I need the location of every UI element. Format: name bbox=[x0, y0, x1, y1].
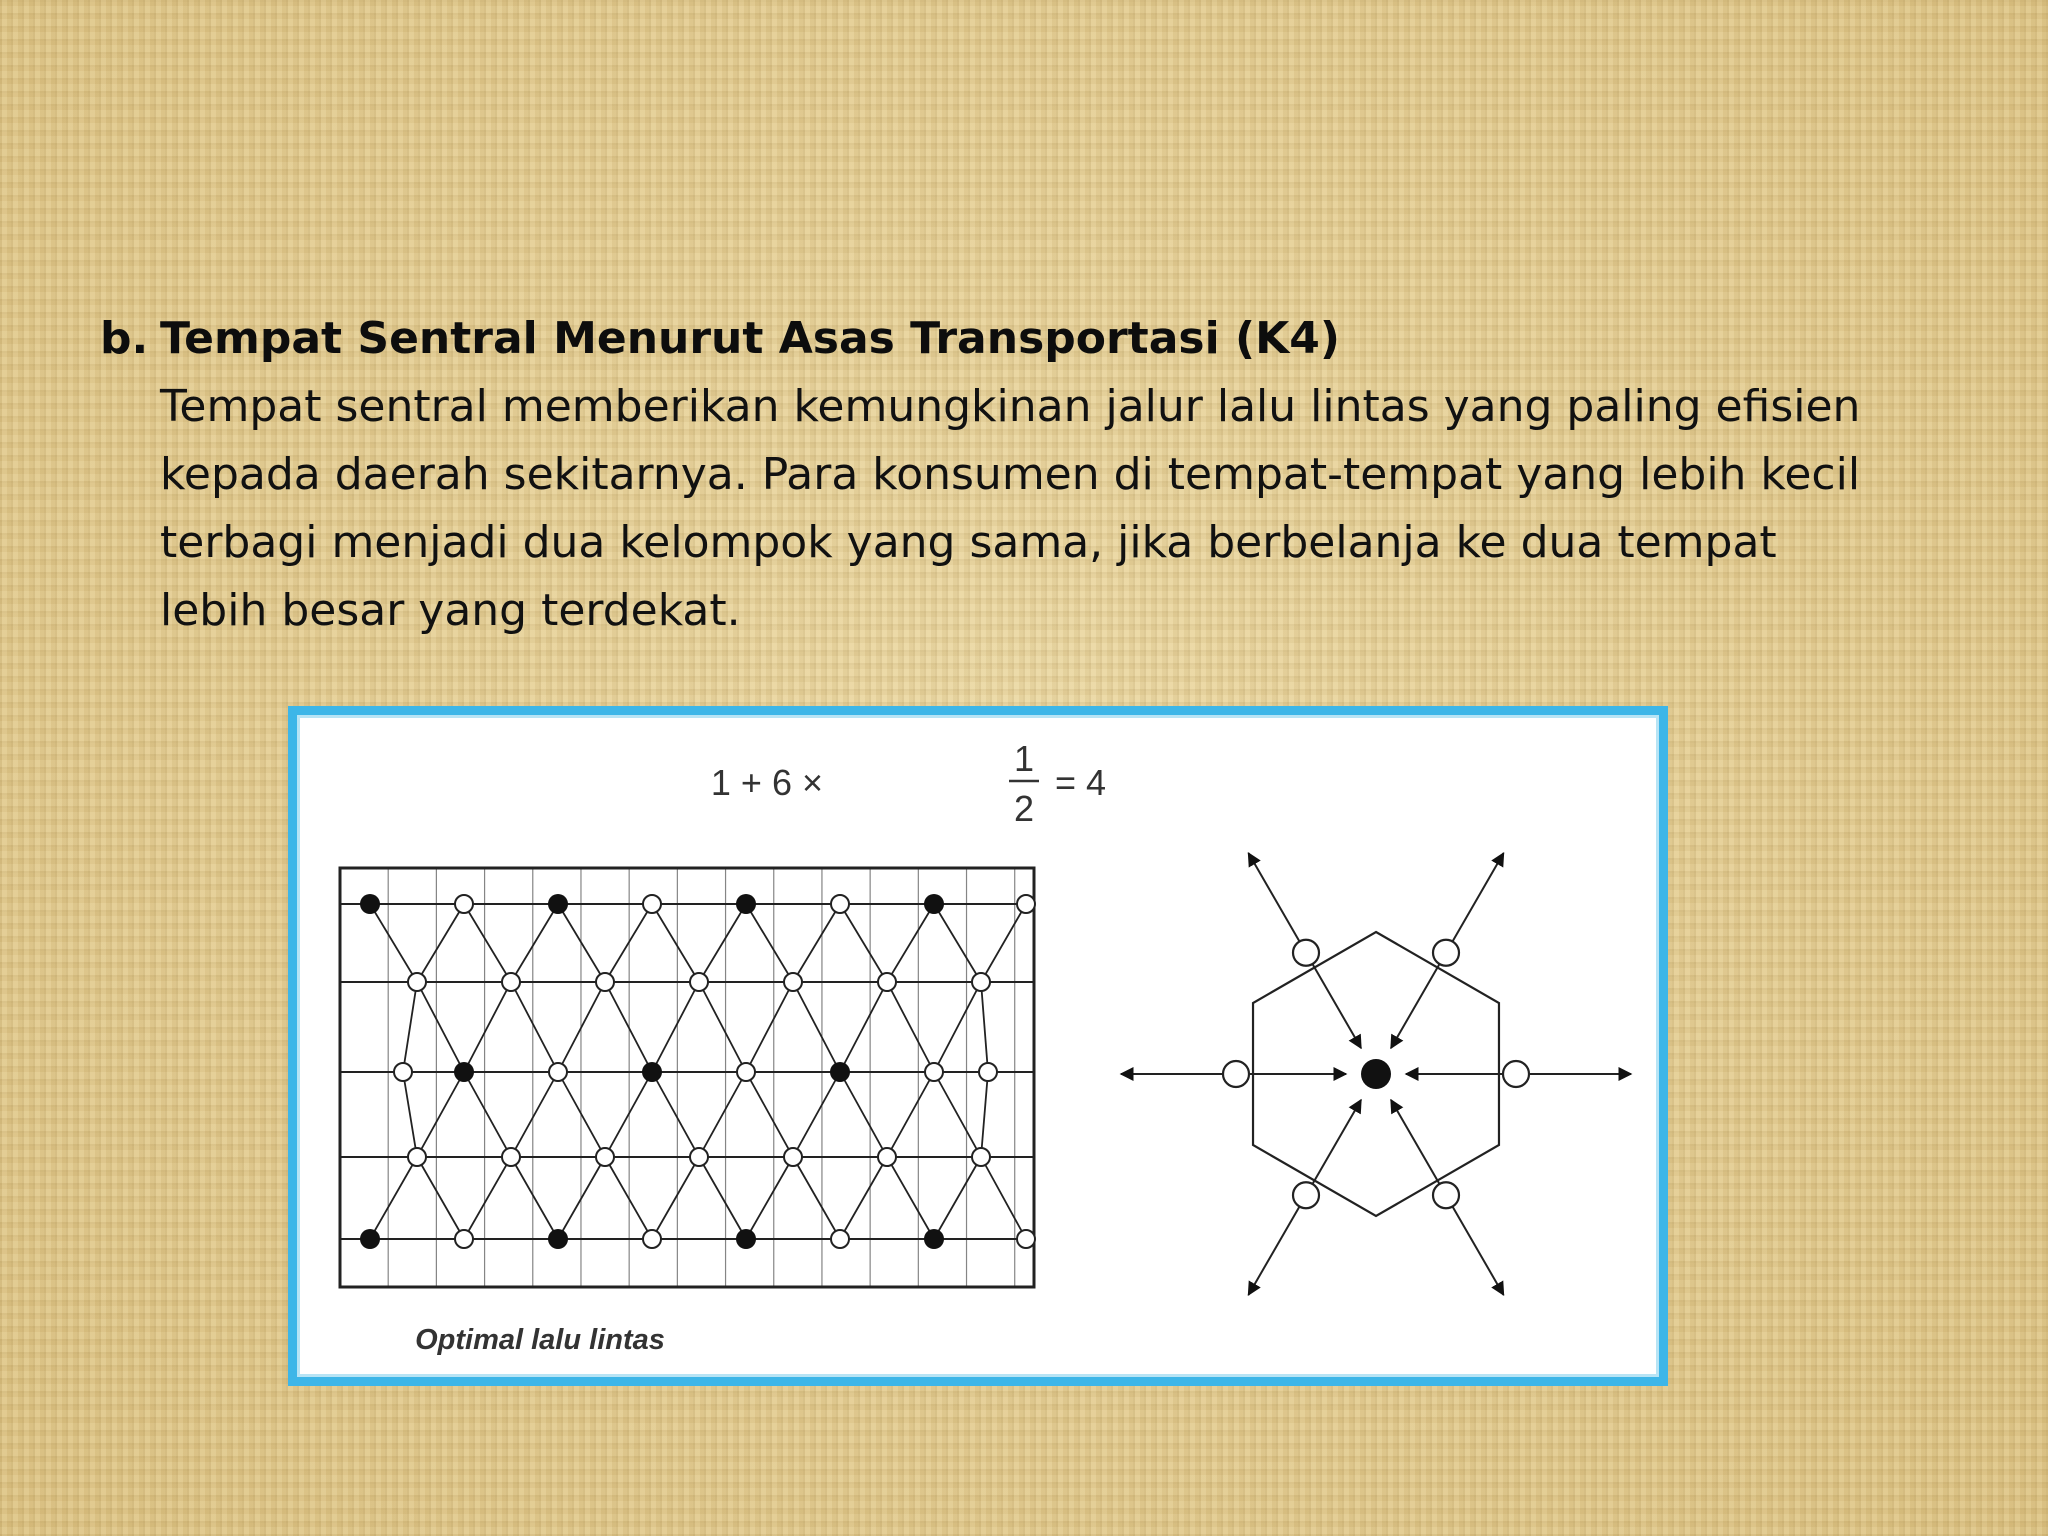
lower-order-node bbox=[1503, 1061, 1529, 1087]
slide-heading bbox=[100, 305, 2000, 373]
lattice-road bbox=[511, 1157, 558, 1239]
lattice-road bbox=[793, 1072, 840, 1157]
central-place-node bbox=[642, 1062, 662, 1082]
lattice-road bbox=[746, 1157, 793, 1239]
lattice-road bbox=[840, 982, 887, 1072]
outward-arrow bbox=[1249, 1207, 1300, 1295]
lattice-road bbox=[464, 1072, 511, 1157]
lattice-road bbox=[981, 1072, 988, 1157]
lattice-road bbox=[699, 1157, 746, 1239]
lower-order-node bbox=[408, 1148, 426, 1166]
lower-order-node bbox=[502, 1148, 520, 1166]
lattice-road bbox=[652, 904, 699, 982]
central-place-node bbox=[360, 1229, 380, 1249]
lattice-road bbox=[840, 904, 887, 982]
inward-arrow bbox=[1391, 1100, 1440, 1184]
lower-order-node bbox=[596, 1148, 614, 1166]
lower-order-node bbox=[979, 1063, 997, 1081]
lower-order-node bbox=[1293, 1182, 1319, 1208]
figure-caption: Optimal lalu lintas bbox=[415, 1324, 665, 1356]
lattice-road bbox=[746, 1072, 793, 1157]
lower-order-node bbox=[455, 895, 473, 913]
outward-arrow bbox=[1453, 853, 1504, 941]
lower-order-node bbox=[831, 895, 849, 913]
lattice-network bbox=[340, 868, 1035, 1287]
lower-order-node bbox=[784, 1148, 802, 1166]
slide-body bbox=[160, 373, 2000, 645]
lattice-road bbox=[887, 982, 934, 1072]
lattice-road bbox=[605, 1072, 652, 1157]
central-place-node bbox=[548, 1229, 568, 1249]
lower-order-node bbox=[408, 973, 426, 991]
lattice-road bbox=[652, 1157, 699, 1239]
lattice-road bbox=[417, 1157, 464, 1239]
inward-arrow bbox=[1313, 964, 1362, 1048]
lower-order-node bbox=[596, 973, 614, 991]
lattice-road bbox=[793, 904, 840, 982]
lower-order-node bbox=[643, 895, 661, 913]
central-place-node bbox=[548, 894, 568, 914]
heading-marker: b. bbox=[100, 313, 149, 364]
lattice-road bbox=[464, 904, 511, 982]
lower-order-node bbox=[1433, 1182, 1459, 1208]
lower-order-node bbox=[455, 1230, 473, 1248]
lattice-road bbox=[370, 904, 417, 982]
lower-order-node bbox=[784, 973, 802, 991]
figure-frame bbox=[288, 706, 1668, 1386]
lattice-road bbox=[652, 982, 699, 1072]
lattice-road bbox=[403, 1072, 417, 1157]
lattice-road bbox=[417, 1072, 464, 1157]
central-place-node bbox=[924, 894, 944, 914]
body-line: lebih besar yang terdekat. bbox=[160, 585, 741, 636]
formula-lhs: 1 + 6 × bbox=[710, 762, 823, 803]
lattice-road bbox=[417, 904, 464, 982]
lattice-road bbox=[981, 982, 988, 1072]
inward-arrow bbox=[1313, 1100, 1362, 1184]
central-place-node bbox=[736, 894, 756, 914]
lower-order-node bbox=[1433, 940, 1459, 966]
lattice-road bbox=[934, 904, 981, 982]
formula-rhs: = 4 bbox=[1055, 762, 1107, 803]
outward-arrow bbox=[1249, 853, 1300, 941]
lattice-road bbox=[370, 1157, 417, 1239]
formula-numerator: 1 bbox=[1013, 738, 1035, 779]
lower-order-node bbox=[1017, 895, 1035, 913]
lower-order-node bbox=[878, 973, 896, 991]
central-place-node bbox=[454, 1062, 474, 1082]
lattice-road bbox=[605, 904, 652, 982]
lattice-road bbox=[464, 1157, 511, 1239]
lattice-road bbox=[887, 1157, 934, 1239]
lattice-road bbox=[934, 982, 981, 1072]
lattice-road bbox=[981, 1157, 1026, 1239]
lattice-road bbox=[887, 1072, 934, 1157]
lattice-road bbox=[417, 982, 464, 1072]
lower-order-node bbox=[925, 1063, 943, 1081]
lattice-road bbox=[511, 904, 558, 982]
lattice-road bbox=[840, 1157, 887, 1239]
k4-diagram bbox=[297, 715, 1659, 1377]
lattice-road bbox=[605, 1157, 652, 1239]
lattice-road bbox=[934, 1072, 981, 1157]
lattice-road bbox=[699, 904, 746, 982]
lattice-road bbox=[511, 1072, 558, 1157]
lattice-road bbox=[793, 1157, 840, 1239]
lower-order-node bbox=[972, 973, 990, 991]
lattice-road bbox=[464, 982, 511, 1072]
central-place-node bbox=[736, 1229, 756, 1249]
lattice-road bbox=[981, 904, 1026, 982]
heading-text: Tempat Sentral Menurut Asas Transportasi (K4) bbox=[160, 313, 1340, 364]
formula bbox=[711, 738, 1106, 829]
body-line: Tempat sentral memberikan kemungkinan jalur lalu lintas yang paling efisien bbox=[160, 381, 1861, 432]
formula-denominator: 2 bbox=[1013, 788, 1035, 829]
lower-order-node bbox=[1017, 1230, 1035, 1248]
lower-order-node bbox=[1223, 1061, 1249, 1087]
lower-order-node bbox=[831, 1230, 849, 1248]
lattice-road bbox=[887, 904, 934, 982]
lattice-road bbox=[934, 1157, 981, 1239]
lower-order-node bbox=[1293, 940, 1319, 966]
lattice-road bbox=[699, 1072, 746, 1157]
lower-order-node bbox=[502, 973, 520, 991]
lattice-road bbox=[746, 904, 793, 982]
lower-order-node bbox=[878, 1148, 896, 1166]
body-line: kepada daerah sekitarnya. Para konsumen di tempat-tempat yang lebih kecil bbox=[160, 449, 1861, 500]
lattice-road bbox=[652, 1072, 699, 1157]
inward-arrow bbox=[1391, 964, 1440, 1048]
lattice-road bbox=[403, 982, 417, 1072]
lattice-road bbox=[605, 982, 652, 1072]
slide-text bbox=[100, 305, 2000, 645]
lower-order-node bbox=[972, 1148, 990, 1166]
body-line: terbagi menjadi dua kelompok yang sama, jika berbelanja ke dua tempat bbox=[160, 517, 1777, 568]
lower-order-node bbox=[394, 1063, 412, 1081]
outward-arrow bbox=[1453, 1207, 1504, 1295]
hexagon-diagram bbox=[1121, 853, 1631, 1295]
central-place-node bbox=[830, 1062, 850, 1082]
lower-order-node bbox=[690, 973, 708, 991]
lower-order-node bbox=[549, 1063, 567, 1081]
central-place-node bbox=[360, 894, 380, 914]
lattice-road bbox=[746, 982, 793, 1072]
lattice-road bbox=[511, 982, 558, 1072]
lattice-road bbox=[840, 1072, 887, 1157]
lower-order-node bbox=[643, 1230, 661, 1248]
lower-order-node bbox=[690, 1148, 708, 1166]
lattice-road bbox=[793, 982, 840, 1072]
central-place-node bbox=[924, 1229, 944, 1249]
lattice-road bbox=[699, 982, 746, 1072]
lower-order-node bbox=[737, 1063, 755, 1081]
central-place-node bbox=[1361, 1059, 1391, 1089]
